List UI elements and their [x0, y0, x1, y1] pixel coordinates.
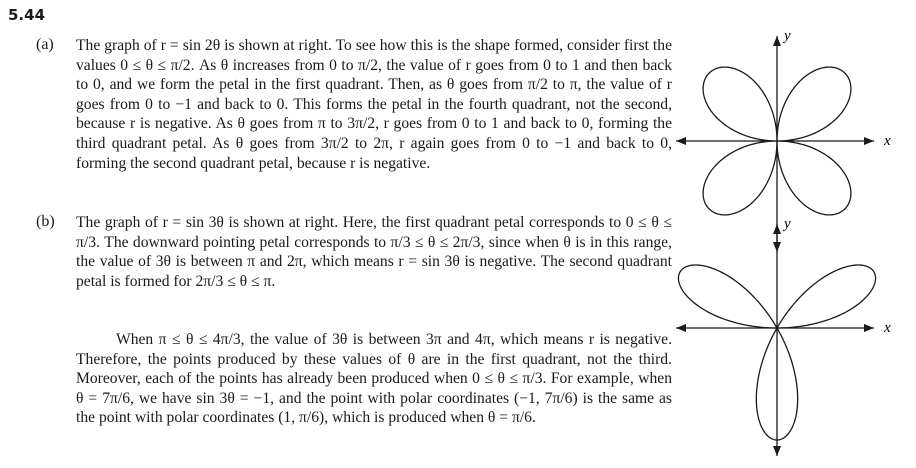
y-axis-label: y — [784, 28, 791, 44]
x-axis-label: x — [884, 133, 891, 149]
y-axis-down-arrow — [773, 446, 781, 456]
part-b-label: (b) — [36, 213, 55, 230]
problem-number: 5.44 — [8, 6, 46, 24]
x-axis-right-arrow — [864, 324, 874, 332]
x-axis-left-arrow — [676, 324, 686, 332]
y-axis-up-arrow — [773, 224, 781, 234]
part-a-text: The graph of r = sin 2θ is shown at right. To see how this is the shape formed, consider first the values 0 ≤ θ ≤ π/2. As θ increases from 0 to π/2, the value of r goes from 0 to 1 and then back to 0, and we form the petal in the first quadrant. Then, as θ goes from π/2 to π, the value of r goes from 0 to −1 and back to 0. This forms the petal in the fourth quadrant, not the second, because r is negative. As θ goes from π to 3π/2, r goes from 0 to 1 and back to 0, forming the third quadrant petal. As θ goes from 3π/2 to 2π, r again goes from 0 to −1 and back to 0, forming the second quadrant petal, because r is negative. — [76, 37, 672, 172]
x-axis-label: x — [884, 320, 891, 336]
x-axis-left-arrow — [676, 137, 686, 145]
y-axis-up-arrow — [773, 36, 781, 46]
y-axis-label: y — [784, 216, 791, 232]
part-a-label: (a) — [36, 36, 54, 53]
x-axis-right-arrow — [864, 137, 874, 145]
rose-sin3theta-figure — [672, 210, 916, 462]
part-b-text-continued: When π ≤ θ ≤ 4π/3, the value of 3θ is between 3π and 4π, which means r is negative. Therefore, the points produced by these values of θ are in the first quadrant, not the third. Moreover, each of the points has already been produced when 0 ≤ θ ≤ π/3. For example, when θ = 7π/6, we have sin 3θ = −1, and the point with polar coordinates (−1, 7π/6) is the same as the point with polar coordinates (1, π/6), which is produced when θ = π/6. — [76, 331, 672, 427]
rose-sin3theta-graph — [672, 210, 916, 462]
part-b-text: The graph of r = sin 3θ is shown at right. Here, the first quadrant petal corresponds to 0 ≤ θ ≤ π/3. The downward pointing petal corresponds to π/3 ≤ θ ≤ 2π/3, since when θ is in this range, the value of 3θ is between π and 2π, which means r = sin 3θ is negative. The second quadrant petal is formed for 2π/3 ≤ θ ≤ π. — [76, 214, 672, 290]
